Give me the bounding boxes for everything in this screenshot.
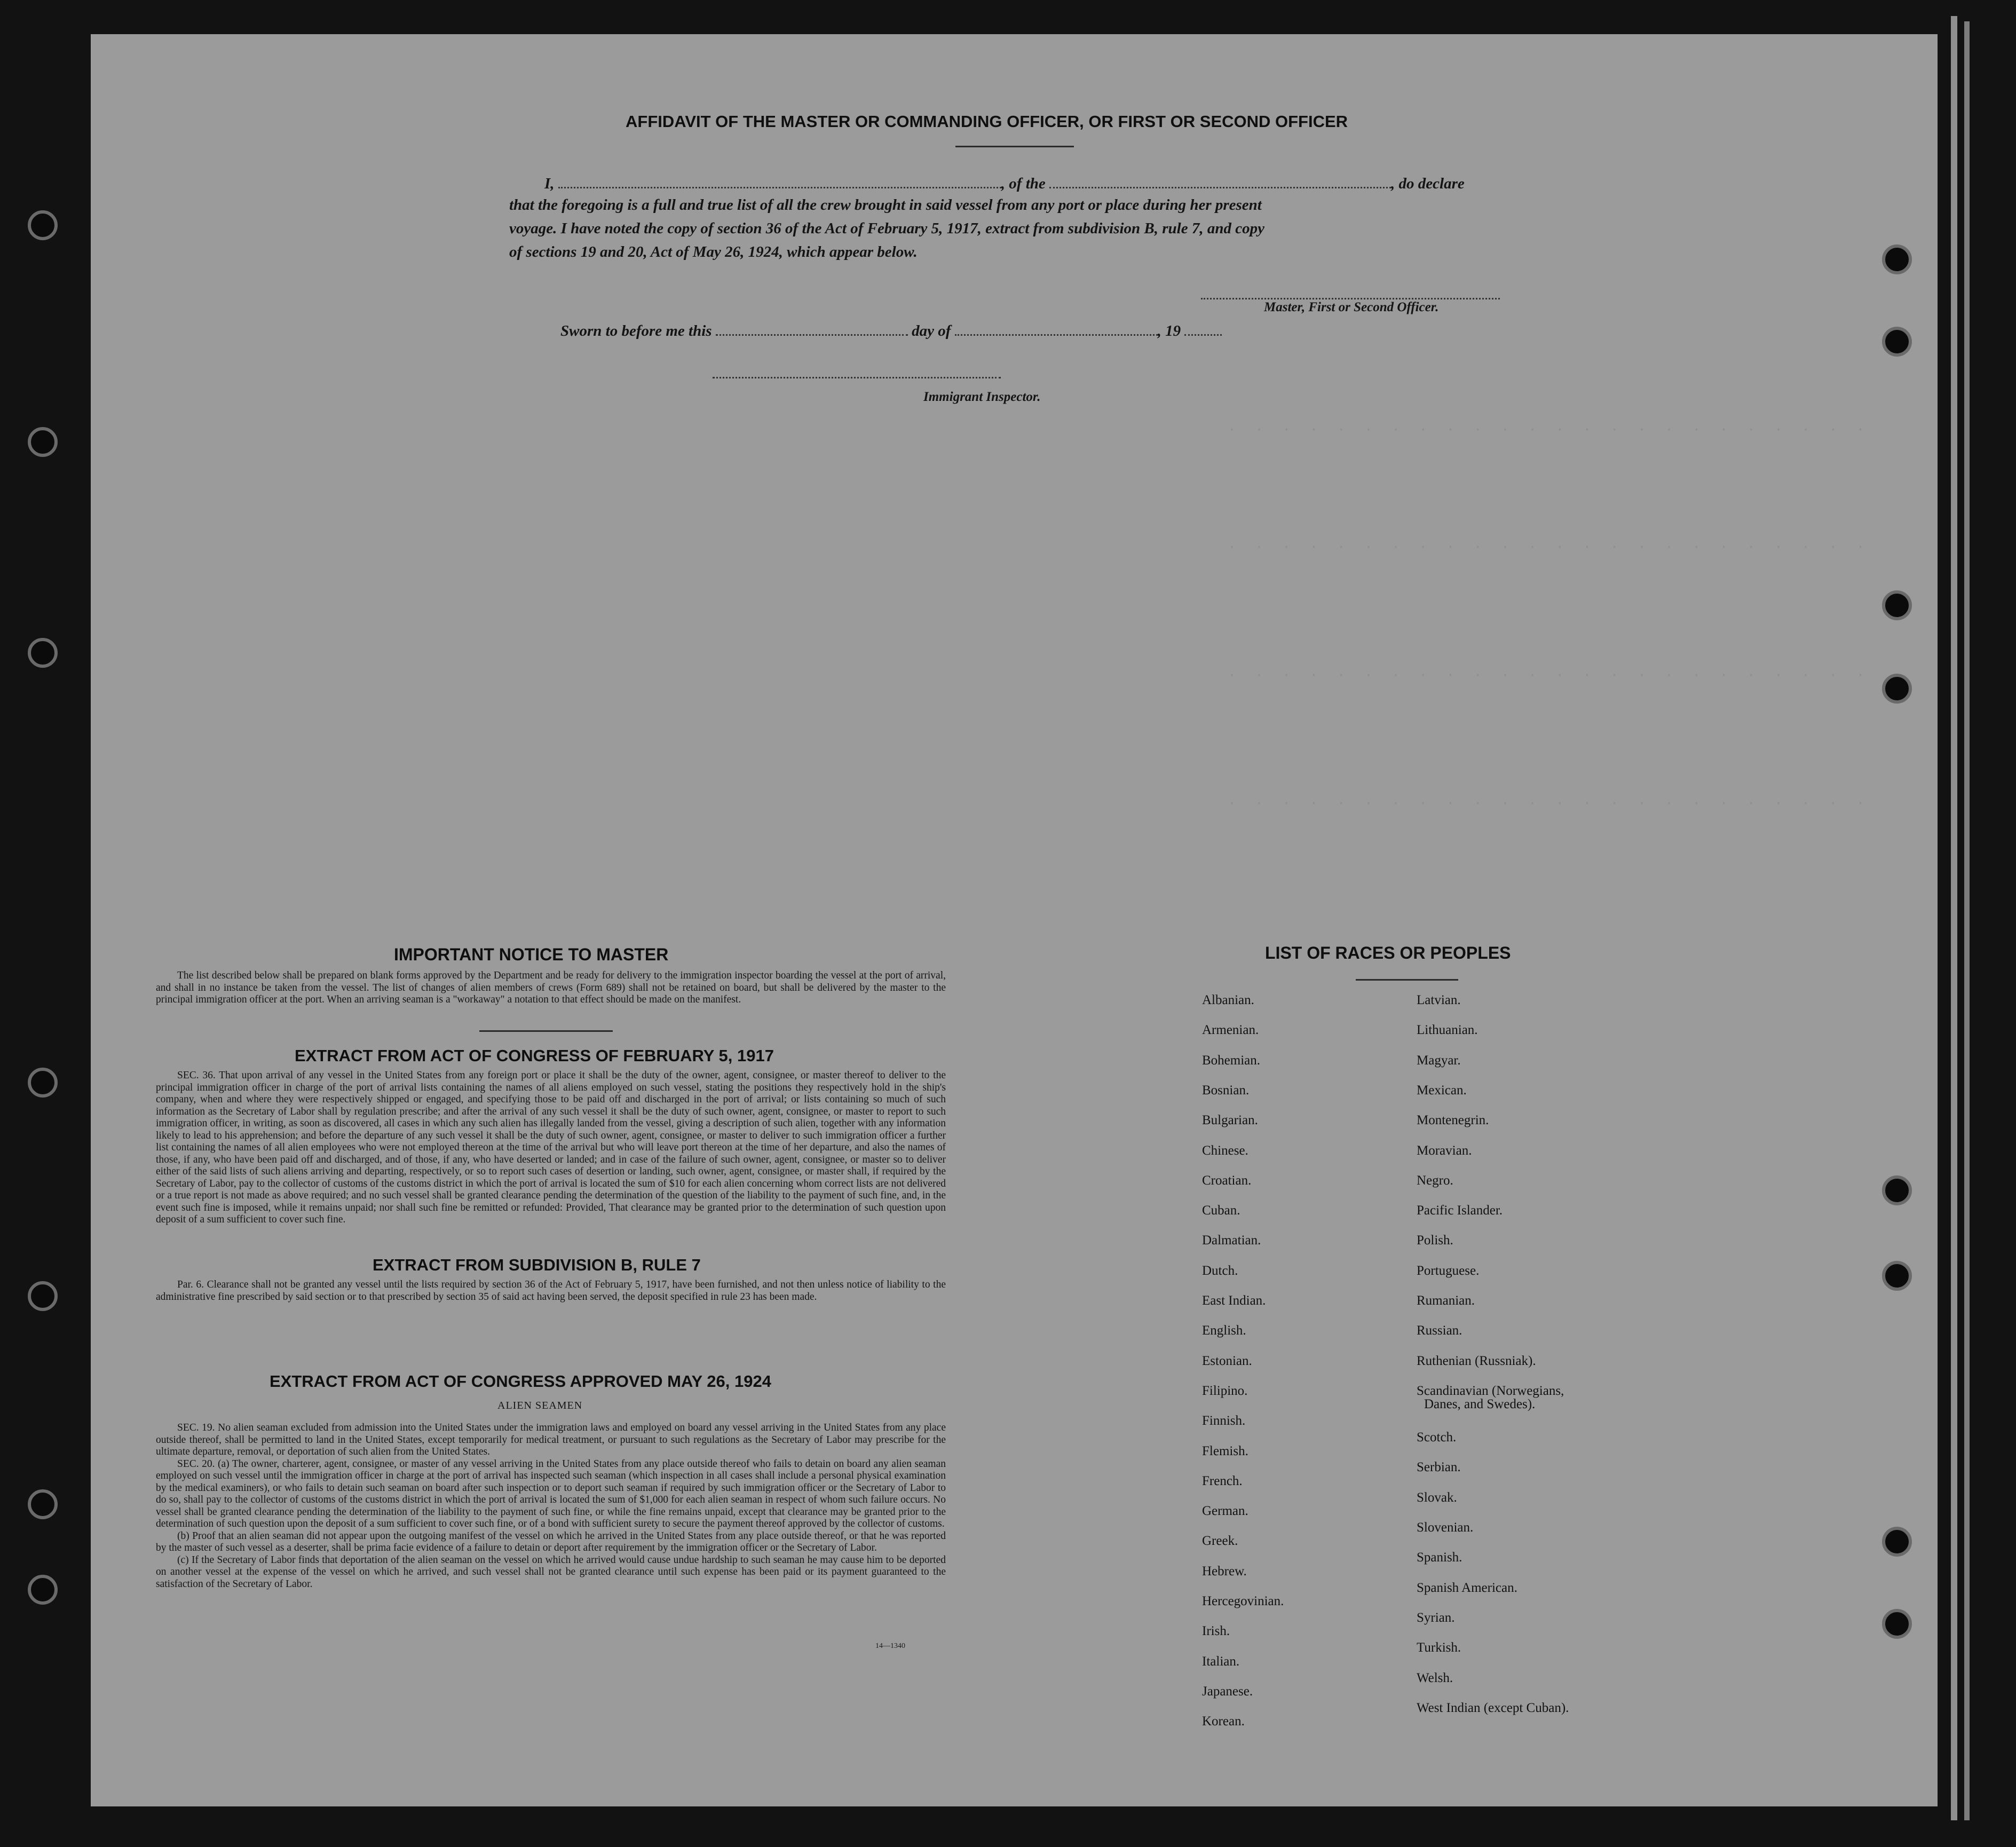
race-item: Estonian.: [1202, 1353, 1252, 1368]
sec-19-paragraph: SEC. 19. No alien seaman excluded from admission into the United States under the immigration laws and employed on board any vessel arriving in the United States from any place outside thereof, shall be permitted to land in the United States, except temporarily for medical treatment, or pursuant to such regulations as the Secretary of Labor may prescribe for the ultimate departure, removal, or deportation of such alien from the United States.: [156, 1422, 946, 1457]
binder-hole: [1882, 1175, 1912, 1205]
race-item: Scotch.: [1417, 1430, 1457, 1445]
divider: [479, 1030, 613, 1032]
binder-hole: [28, 210, 58, 240]
affidavit-line-3: voyage. I have noted the copy of section 36 of the Act of February 5, 1917, extract from subdivision B, rule 7, and copy: [509, 220, 1264, 237]
sec-20b-paragraph: (b) Proof that an alien seaman did not appear upon the outgoing manifest of the vessel on which he arrived in the United States from any place outside thereof, or that he was reported by the master of such vessel as a deserter, shall be prima facie evidence of a failure to detain or deport after requirement by the immigration officer or the Secretary of Labor.: [156, 1530, 946, 1553]
extract-rule7-title: EXTRACT FROM SUBDIVISION B, RULE 7: [373, 1256, 701, 1274]
binder-hole: [28, 1068, 58, 1098]
affidavit-line-1: [544, 175, 1537, 193]
affidavit-line-4: of sections 19 and 20, Act of May 26, 1924, which appear below.: [509, 243, 918, 261]
race-item: Pacific Islander.: [1417, 1203, 1503, 1218]
sworn-year-field[interactable]: [1184, 334, 1222, 336]
race-item: Moravian.: [1417, 1143, 1472, 1158]
affidavit-title: AFFIDAVIT OF THE MASTER OR COMMANDING OFFICER, OR FIRST OR SECOND OFFICER: [626, 112, 1348, 131]
race-item: Bosnian.: [1202, 1083, 1250, 1098]
year-prefix-text: , 19: [1157, 322, 1181, 340]
binder-hole: [1882, 674, 1912, 704]
race-item: Korean.: [1202, 1714, 1245, 1729]
race-item: Danes, and Swedes).: [1424, 1397, 1536, 1412]
race-item: Ruthenian (Russniak).: [1417, 1353, 1536, 1368]
race-item: Latvian.: [1417, 993, 1461, 1007]
sworn-month-field[interactable]: [955, 334, 1158, 336]
race-item: Turkish.: [1417, 1640, 1461, 1655]
sworn-day-field[interactable]: [716, 334, 908, 336]
race-item: Italian.: [1202, 1654, 1240, 1669]
race-item: German.: [1202, 1504, 1248, 1519]
binder-hole: [1882, 327, 1912, 357]
binder-hole: [1882, 590, 1912, 620]
sheet-edge: [1964, 21, 1970, 1820]
race-item: Bulgarian.: [1202, 1113, 1258, 1128]
binder-hole: [1882, 1609, 1912, 1639]
race-item: Magyar.: [1417, 1053, 1461, 1068]
extract-1917-text: [156, 1070, 946, 1226]
race-item: Croatian.: [1202, 1173, 1252, 1188]
race-item: Russian.: [1417, 1323, 1462, 1338]
race-item: Spanish.: [1417, 1550, 1462, 1565]
pronoun-text: I,: [544, 175, 555, 192]
race-item: Armenian.: [1202, 1023, 1259, 1038]
race-item: Albanian.: [1202, 993, 1254, 1007]
race-item: Irish.: [1202, 1624, 1230, 1639]
race-item: Negro.: [1417, 1173, 1453, 1188]
race-item: French.: [1202, 1473, 1243, 1488]
divider: [1356, 979, 1458, 981]
extract-1924-title: EXTRACT FROM ACT OF CONGRESS APPROVED MAY 26, 1924: [270, 1372, 771, 1391]
vessel-name-field[interactable]: [1049, 187, 1391, 188]
par-6-paragraph: Par. 6. Clearance shall not be granted any vessel until the lists required by section 36 of the Act of February 5, 1917, have been furnished, and not then unless notice of liability to the administrative fine prescribed by said section or to that prescribed by section 35 of said act having been served, the deposit specified in rule 23 has been made.: [156, 1279, 946, 1303]
race-item: Montenegrin.: [1417, 1113, 1489, 1128]
race-item: Rumanian.: [1417, 1293, 1475, 1308]
sheet-edge: [1951, 16, 1957, 1820]
race-item: Mexican.: [1417, 1083, 1467, 1098]
binder-hole: [1882, 1261, 1912, 1291]
master-signature-field[interactable]: [1201, 298, 1500, 299]
race-item: Slovenian.: [1417, 1520, 1474, 1535]
races-title: LIST OF RACES OR PEOPLES: [1265, 943, 1511, 962]
race-item: West Indian (except Cuban).: [1417, 1700, 1569, 1715]
notice-paragraph: The list described below shall be prepared on blank forms approved by the Department and be ready for delivery to the immigration inspector boarding the vessel at the port of arrival, and shall in no instance be taken from the vessel. The list of changes of alien members of crews (Form 689) shall not be retained on board, but shall be delivered by the master to the principal immigration officer at the port. When an arriving seaman is a "workaway" a notation to that effect should be made on the manifest.: [156, 970, 946, 1005]
race-item: Flemish.: [1202, 1443, 1248, 1458]
master-signature-label: Master, First or Second Officer.: [1264, 300, 1439, 314]
race-item: Scandinavian (Norwegians,: [1417, 1383, 1564, 1398]
race-item: Lithuanian.: [1417, 1023, 1478, 1038]
binder-hole: [28, 1281, 58, 1311]
race-item: Greek.: [1202, 1534, 1238, 1549]
sworn-text: Sworn to before me this: [560, 322, 712, 340]
of-the-text: , of the: [1001, 175, 1046, 192]
binder-hole: [28, 1489, 58, 1519]
race-item: Portuguese.: [1417, 1263, 1480, 1278]
race-item: Hebrew.: [1202, 1564, 1247, 1578]
race-item: Dalmatian.: [1202, 1233, 1261, 1248]
notice-text: [156, 970, 946, 1006]
binder-hole: [28, 1575, 58, 1605]
extract-1924-text: [156, 1422, 946, 1590]
binder-hole: [28, 638, 58, 668]
race-item: Syrian.: [1417, 1610, 1455, 1625]
race-item: Polish.: [1417, 1233, 1453, 1248]
race-item: Cuban.: [1202, 1203, 1240, 1218]
binder-hole: [28, 427, 58, 457]
race-item: Finnish.: [1202, 1414, 1246, 1428]
race-item: East Indian.: [1202, 1293, 1266, 1308]
day-of-text: day of: [912, 322, 951, 340]
binder-hole: [1882, 1527, 1912, 1557]
bleed-through-text: · · · · · · · · · · · · · · · · · · · · · · · ·: [1228, 795, 1870, 811]
race-item: Dutch.: [1202, 1263, 1238, 1278]
race-item: Bohemian.: [1202, 1053, 1261, 1068]
sec-20a-paragraph: SEC. 20. (a) The owner, charterer, agent, consignee, or master of any vessel arriving in the United States from any place outside thereof who fails to detain on board any alien seaman employed on such vessel until the immigration officer in charge at the port of arrival has inspected such seaman (which inspection in all cases shall include a personal physical examination by the medical examiners), or who fails to detain such seaman on board after such inspection or to deport such seaman if required by such immigration officer or the Secretary of Labor to do so, shall pay to the collector of customs of the customs district in which the port of arrival is located the sum of $1,000 for each alien seaman in respect of whom such failure occurs. No vessel shall be granted clearance pending the determination of the liability to the payment of such fine, or while the fine remains unpaid, except that clearance may be granted prior to the determination of such question upon the deposit of a sum sufficient to cover such fine, or of a bond with sufficient surety to secure the payment thereof approved by the collector of customs.: [156, 1458, 946, 1529]
do-declare-text: , do declare: [1391, 175, 1465, 192]
race-item: Japanese.: [1202, 1684, 1253, 1699]
race-item: Hercegovinian.: [1202, 1594, 1284, 1608]
inspector-signature-field[interactable]: [713, 377, 1001, 378]
extract-1917-title: EXTRACT FROM ACT OF CONGRESS OF FEBRUARY 5, 1917: [295, 1046, 774, 1065]
bleed-through-text: · · · · · · · · · · · · · · · · · · · · · · · ·: [1228, 539, 1870, 555]
notice-title: IMPORTANT NOTICE TO MASTER: [394, 945, 669, 964]
extract-rule7-text: [156, 1279, 946, 1303]
master-name-field[interactable]: [558, 187, 1001, 188]
alien-seamen-subtitle: ALIEN SEAMEN: [497, 1400, 583, 1411]
race-item: Slovak.: [1417, 1490, 1457, 1505]
race-item: Filipino.: [1202, 1383, 1248, 1398]
race-item: English.: [1202, 1323, 1246, 1338]
sec-20c-paragraph: (c) If the Secretary of Labor finds that deportation of the alien seaman on the vessel on which he arrived would cause undue hardship to such seaman he may cause him to be deported on another vessel at the expense of the vessel on which he arrived, and such vessel shall not be granted clearance until such expense has been paid or its payment guaranteed to the satisfaction of the Secretary of Labor.: [156, 1554, 946, 1590]
race-item: Serbian.: [1417, 1460, 1461, 1475]
bleed-through-text: · · · · · · · · · · · · · · · · · · · · · · · ·: [1228, 667, 1870, 683]
bleed-through-text: · · · · · · · · · · · · · · · · · · · · · · · ·: [1228, 422, 1870, 438]
race-item: Chinese.: [1202, 1143, 1248, 1158]
binder-hole: [1882, 244, 1912, 274]
affidavit-line-2: that the foregoing is a full and true list of all the crew brought in said vessel from any port or place during her present: [509, 196, 1262, 214]
form-number: 14—1340: [875, 1642, 905, 1650]
sworn-line: [560, 322, 1222, 340]
sec-36-paragraph: SEC. 36. That upon arrival of any vessel in the United States from any foreign port or place it shall be the duty of the owner, agent, consignee, or master thereof to deliver to the principal immigration officer in charge of the port of arrival lists containing the names of all aliens employed on such vessel, stating the positions they respectively hold in the ship's company, when and where they were respectively shipped or engaged, and specifying those to be paid off and discharged in the port of arrival; or lists containing so much of such information as the Secretary of Labor shall by regulation prescribe; and after the arrival of any such vessel it shall be the duty of such owner, agent, consignee, or master to report to such immigration officer, in writing, as soon as discovered, all cases in which any such alien has illegally landed from the vessel, giving a description of such alien, together with any information likely to lead to his apprehension; and before the departure of any such vessel it shall be the duty of such owner, agent, consignee, or master to deliver to such immigration officer a further list containing the names of all alien employees who were not employed thereon at the time of the arrival but who will leave port thereon at the time of her departure, and also the names of those, if any, who have been paid off and discharged, and of those, if any, who have deserted or landed; and in case of the failure of such owner, agent, consignee, or master so to deliver either of the said lists of such aliens arriving and departing, respectively, or so to report such cases of desertion or landing, such owner, agent, consignee, or master shall, if required by the Secretary of Labor, pay to the collector of customs of the customs district in which the port of arrival is located the sum of $10 for each alien concerning whom correct lists are not delivered or a true report is not made as above required; and no such vessel shall be granted clearance pending the determination of the question of the liability to the payment of such fine, and, in the event such fine is imposed, while it remains unpaid; nor shall such fine be remitted or refunded: Provided, That clearance may be granted prior to the determination of such question upon deposit of a sum sufficient to cover such fine.: [156, 1070, 946, 1225]
inspector-label: Immigrant Inspector.: [923, 390, 1041, 404]
race-item: Spanish American.: [1417, 1580, 1517, 1595]
divider: [955, 146, 1074, 147]
race-item: Welsh.: [1417, 1670, 1453, 1685]
